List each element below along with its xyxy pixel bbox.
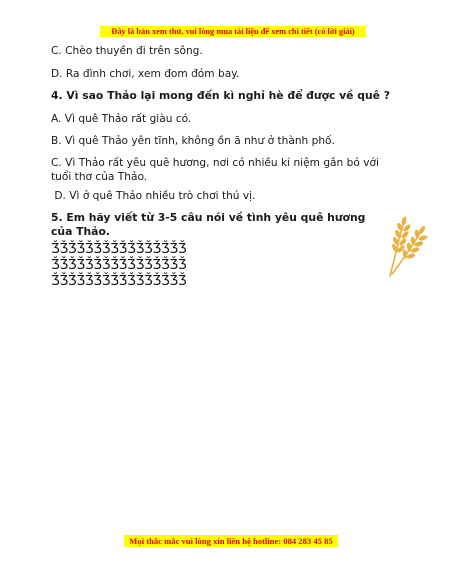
- hotline-footer: Mọi thắc mắc vui lòng xin liên hệ hotline: 084 283 45 85: [124, 535, 338, 547]
- q3-option-c: C. Chèo thuyền đi trên sông.: [51, 45, 203, 57]
- wheat-icon: [376, 212, 432, 280]
- q4-option-c: C. Vì Thảo rất yêu quê hương, nơi có nhiều kỉ niệm gắn bó với tuổi thơ của Thảo.: [51, 157, 379, 183]
- q5-question: 5. Em hãy viết từ 3-5 câu nói về tình yêu quê hương của Thảo.: [51, 211, 366, 238]
- preview-notice-banner: Đây là bản xem thử, vui lòng mua tài liệu để xem chi tiết (có lời giải): [100, 26, 366, 37]
- q4-option-a: A. Vì quê Thảo rất giàu có.: [51, 113, 192, 125]
- writing-line: ǮǮǮǮǮǮǮǮǮǮǮǮǮǮǮǮ: [51, 242, 187, 257]
- q3-option-d: D. Ra đình chơi, xem đom đóm bay.: [51, 68, 240, 80]
- writing-line: ǮǮǮǮǮǮǮǮǮǮǮǮǮǮǮǮ: [51, 258, 187, 273]
- writing-line: ǮǮǮǮǮǮǮǮǮǮǮǮǮǮǮǮ: [51, 274, 187, 289]
- answer-writing-lines: [51, 242, 186, 290]
- q4-question: 4. Vì sao Thảo lại mong đến kì nghỉ hè để được về quê ?: [51, 89, 391, 102]
- q4-option-d: D. Vì ở quê Thảo nhiều trò chơi thú vị.: [51, 190, 256, 202]
- q4-option-b: B. Vì quê Thảo yên tĩnh, không ồn ã như ở thành phố.: [51, 135, 335, 147]
